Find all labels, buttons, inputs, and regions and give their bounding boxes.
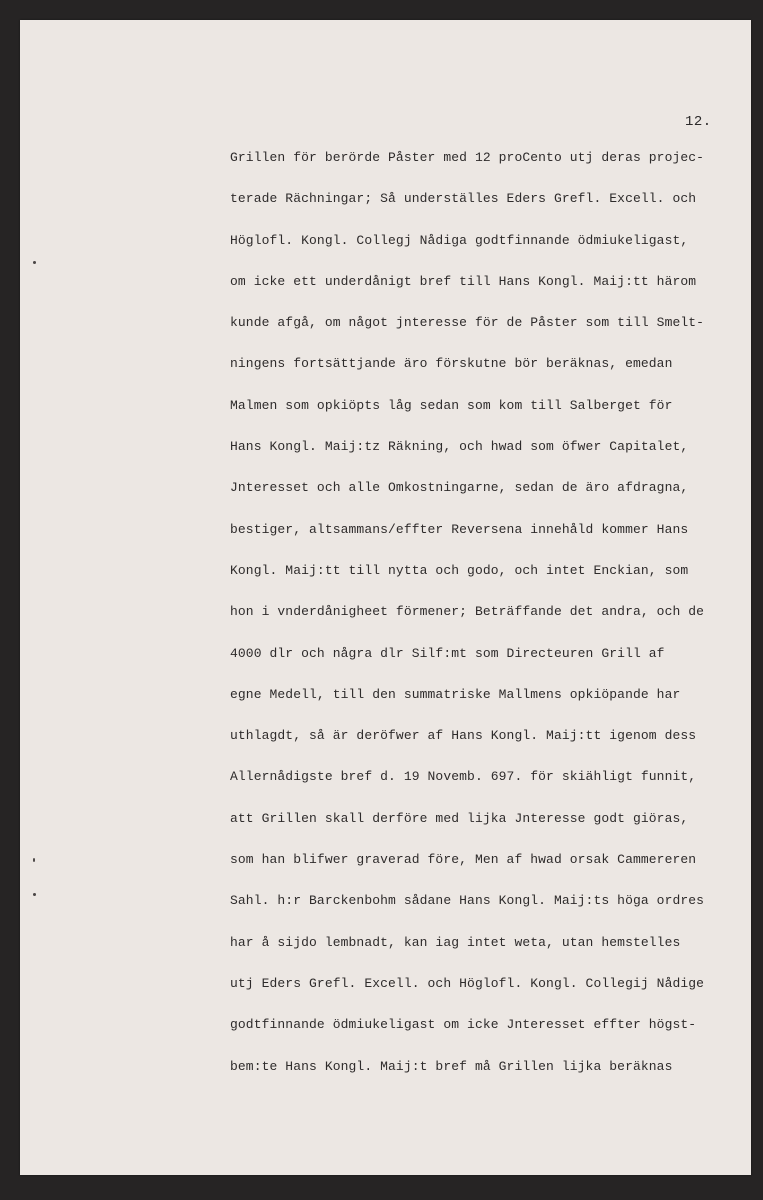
text-line: kunde afgå, om något jnteresse för de Påster som till Smelt-	[230, 315, 705, 331]
margin-mark	[33, 261, 36, 264]
text-line: Hans Kongl. Maij:tz Räkning, och hwad som öfwer Capitalet,	[230, 439, 689, 455]
text-line: Allernådigste bref d. 19 Novemb. 697. för skiähligt funnit,	[230, 769, 697, 785]
body-text	[230, 148, 735, 1098]
text-line: bem:te Hans Kongl. Maij:t bref må Grillen lijka beräknas	[230, 1058, 673, 1074]
text-line: om icke ett underdånigt bref till Hans Kongl. Maij:tt härom	[230, 273, 697, 289]
margin-mark	[33, 858, 35, 862]
page-number: 12.	[685, 114, 712, 130]
text-line: terade Rächningar; Så underställes Eders Grefl. Excell. och	[230, 191, 697, 207]
text-line: Grillen för berörde Påster med 12 proCento utj deras projec-	[230, 150, 705, 165]
text-line: ningens fortsättjande äro förskutne bör beräknas, emedan	[230, 356, 673, 372]
text-line: bestiger, altsammans/effter Reversena innehåld kommer Hans	[230, 521, 689, 537]
text-line: att Grillen skall derföre med lijka Jnteresse godt giöras,	[230, 810, 689, 826]
document-page	[20, 20, 751, 1175]
text-line: hon i vnderdånigheet förmener; Beträffande det andra, och de	[230, 604, 705, 620]
text-line: Höglofl. Kongl. Collegj Nådiga godtfinnande ödmiukeligast,	[230, 232, 689, 248]
text-line: som han blifwer graverad före, Men af hwad orsak Cammereren	[230, 852, 697, 868]
text-line: har å sijdo lembnadt, kan iag intet weta, utan hemstelles	[230, 934, 681, 950]
margin-mark	[33, 893, 36, 896]
text-line: uthlagdt, så är deröfwer af Hans Kongl. Maij:tt igenom dess	[230, 728, 697, 744]
text-line: egne Medell, till den summatriske Mallmens opkiöpande har	[230, 686, 681, 702]
text-line: Kongl. Maij:tt till nytta och godo, och intet Enckian, som	[230, 562, 689, 578]
text-line: Sahl. h:r Barckenbohm sådane Hans Kongl. Maij:ts höga ordres	[230, 893, 705, 909]
text-line: Jnteresset och alle Omkostningarne, sedan de äro afdragna,	[230, 480, 689, 496]
text-line: Malmen som opkiöpts låg sedan som kom till Salberget för	[230, 397, 673, 413]
text-line: 4000 dlr och några dlr Silf:mt som Directeuren Grill af	[230, 645, 665, 661]
text-line: utj Eders Grefl. Excell. och Höglofl. Kongl. Collegij Nådige	[230, 975, 705, 991]
text-line: godtfinnande ödmiukeligast om icke Jnteresset effter högst-	[230, 1017, 697, 1033]
